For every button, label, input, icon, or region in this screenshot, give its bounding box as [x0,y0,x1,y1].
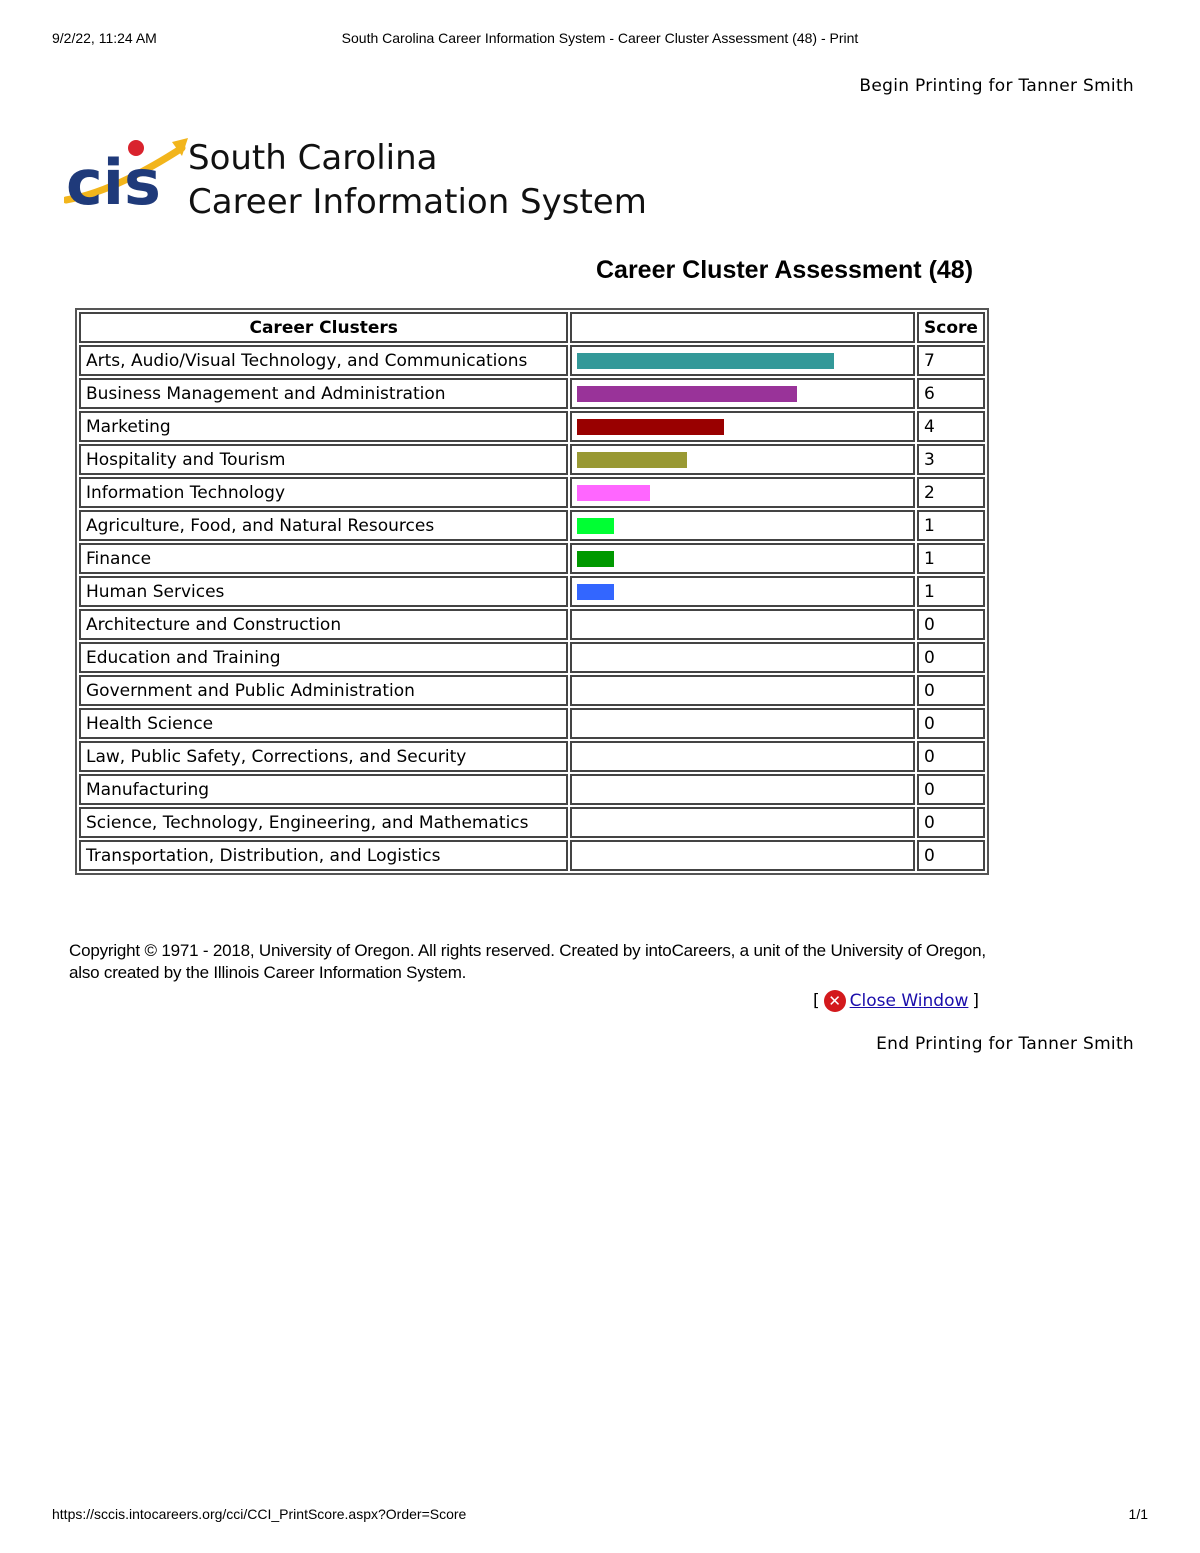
table-row [79,642,985,673]
cluster-name: Agriculture, Food, and Natural Resources [79,510,568,541]
cluster-score: 0 [917,609,985,640]
cluster-name: Finance [79,543,568,574]
cluster-score: 1 [917,576,985,607]
cluster-score: 0 [917,840,985,871]
cis-logo-mark-icon [64,134,188,214]
cluster-score: 1 [917,510,985,541]
cluster-score: 6 [917,378,985,409]
table-row [79,741,985,772]
career-cluster-table [75,308,989,875]
table-row [79,477,985,508]
cluster-name: Law, Public Safety, Corrections, and Security [79,741,568,772]
cluster-name: Marketing [79,411,568,442]
print-url: https://sccis.intocareers.org/cci/CCI_PrintScore.aspx?Order=Score [52,1506,467,1522]
score-bar-cell [570,807,915,838]
score-bar-cell [570,741,915,772]
table-row [79,774,985,805]
end-printing-label: End Printing for Tanner Smith [876,1034,1134,1054]
score-bar [577,386,797,402]
score-bar-cell [570,840,915,871]
score-bar [577,551,614,567]
close-window-link[interactable]: Close Window [849,991,969,1011]
score-bar [577,485,650,501]
open-bracket: [ [813,991,820,1011]
begin-printing-label: Begin Printing for Tanner Smith [859,76,1134,96]
table-row [79,411,985,442]
logo-line-1: South Carolina [188,138,438,178]
cluster-name: Hospitality and Tourism [79,444,568,475]
table-row [79,675,985,706]
close-icon[interactable]: ✕ [824,990,846,1012]
table-row [79,708,985,739]
score-bar [577,419,724,435]
cluster-score: 0 [917,741,985,772]
score-bar-cell [570,675,915,706]
cluster-score: 4 [917,411,985,442]
score-bar-cell [570,477,915,508]
cluster-name: Transportation, Distribution, and Logistics [79,840,568,871]
table-row [79,807,985,838]
cluster-score: 0 [917,708,985,739]
score-bar [577,452,687,468]
score-bar-cell [570,345,915,376]
cluster-name: Human Services [79,576,568,607]
table-row [79,840,985,871]
logo-line-2: Career Information System [188,182,647,222]
page-title: Career Cluster Assessment (48) [596,256,974,284]
score-bar-cell [570,774,915,805]
copyright-notice: Copyright © 1971 - 2018, University of Oregon. All rights reserved. Created by intoCareers, a unit of the University of Oregon, also created by the Illinois Career Information System. [69,941,986,982]
table-row [79,378,985,409]
print-header [52,30,1148,50]
cluster-score: 0 [917,675,985,706]
logo-text [188,136,647,224]
cluster-score: 7 [917,345,985,376]
logo-mark-text: cis [66,146,161,214]
score-bar-cell [570,510,915,541]
cluster-score: 0 [917,642,985,673]
score-bar-cell [570,411,915,442]
table-row [79,543,985,574]
cluster-name: Information Technology [79,477,568,508]
header-score: Score [917,312,985,343]
score-bar-cell [570,543,915,574]
cis-logo [64,134,664,234]
cluster-name: Business Management and Administration [79,378,568,409]
score-bar-cell [570,378,915,409]
cluster-score: 0 [917,774,985,805]
table-row [79,576,985,607]
table-row [79,444,985,475]
cluster-score: 1 [917,543,985,574]
score-bar-cell [570,444,915,475]
cluster-name: Education and Training [79,642,568,673]
score-bar-cell [570,642,915,673]
close-window-control [813,990,979,1012]
table-row [79,510,985,541]
table-row [79,345,985,376]
score-bar [577,353,834,369]
score-bar-cell [570,576,915,607]
cluster-score: 3 [917,444,985,475]
page-number: 1/1 [1128,1506,1148,1522]
print-title: South Carolina Career Information System - Career Cluster Assessment (48) - Print [341,30,859,46]
cluster-name: Arts, Audio/Visual Technology, and Communications [79,345,568,376]
table-row [79,609,985,640]
cluster-name: Health Science [79,708,568,739]
table-header-row [79,312,985,343]
score-bar [577,518,614,534]
cluster-name: Manufacturing [79,774,568,805]
cluster-name: Science, Technology, Engineering, and Mathematics [79,807,568,838]
score-bar-cell [570,708,915,739]
score-bar [577,584,614,600]
print-footer [52,1506,1148,1526]
cluster-name: Government and Public Administration [79,675,568,706]
header-bar [570,312,915,343]
header-career-clusters: Career Clusters [79,312,568,343]
cluster-name: Architecture and Construction [79,609,568,640]
close-bracket: ] [972,991,980,1011]
score-bar-cell [570,609,915,640]
cluster-score: 2 [917,477,985,508]
print-date: 9/2/22, 11:24 AM [52,30,157,46]
cluster-score: 0 [917,807,985,838]
cluster-rows [79,345,985,871]
